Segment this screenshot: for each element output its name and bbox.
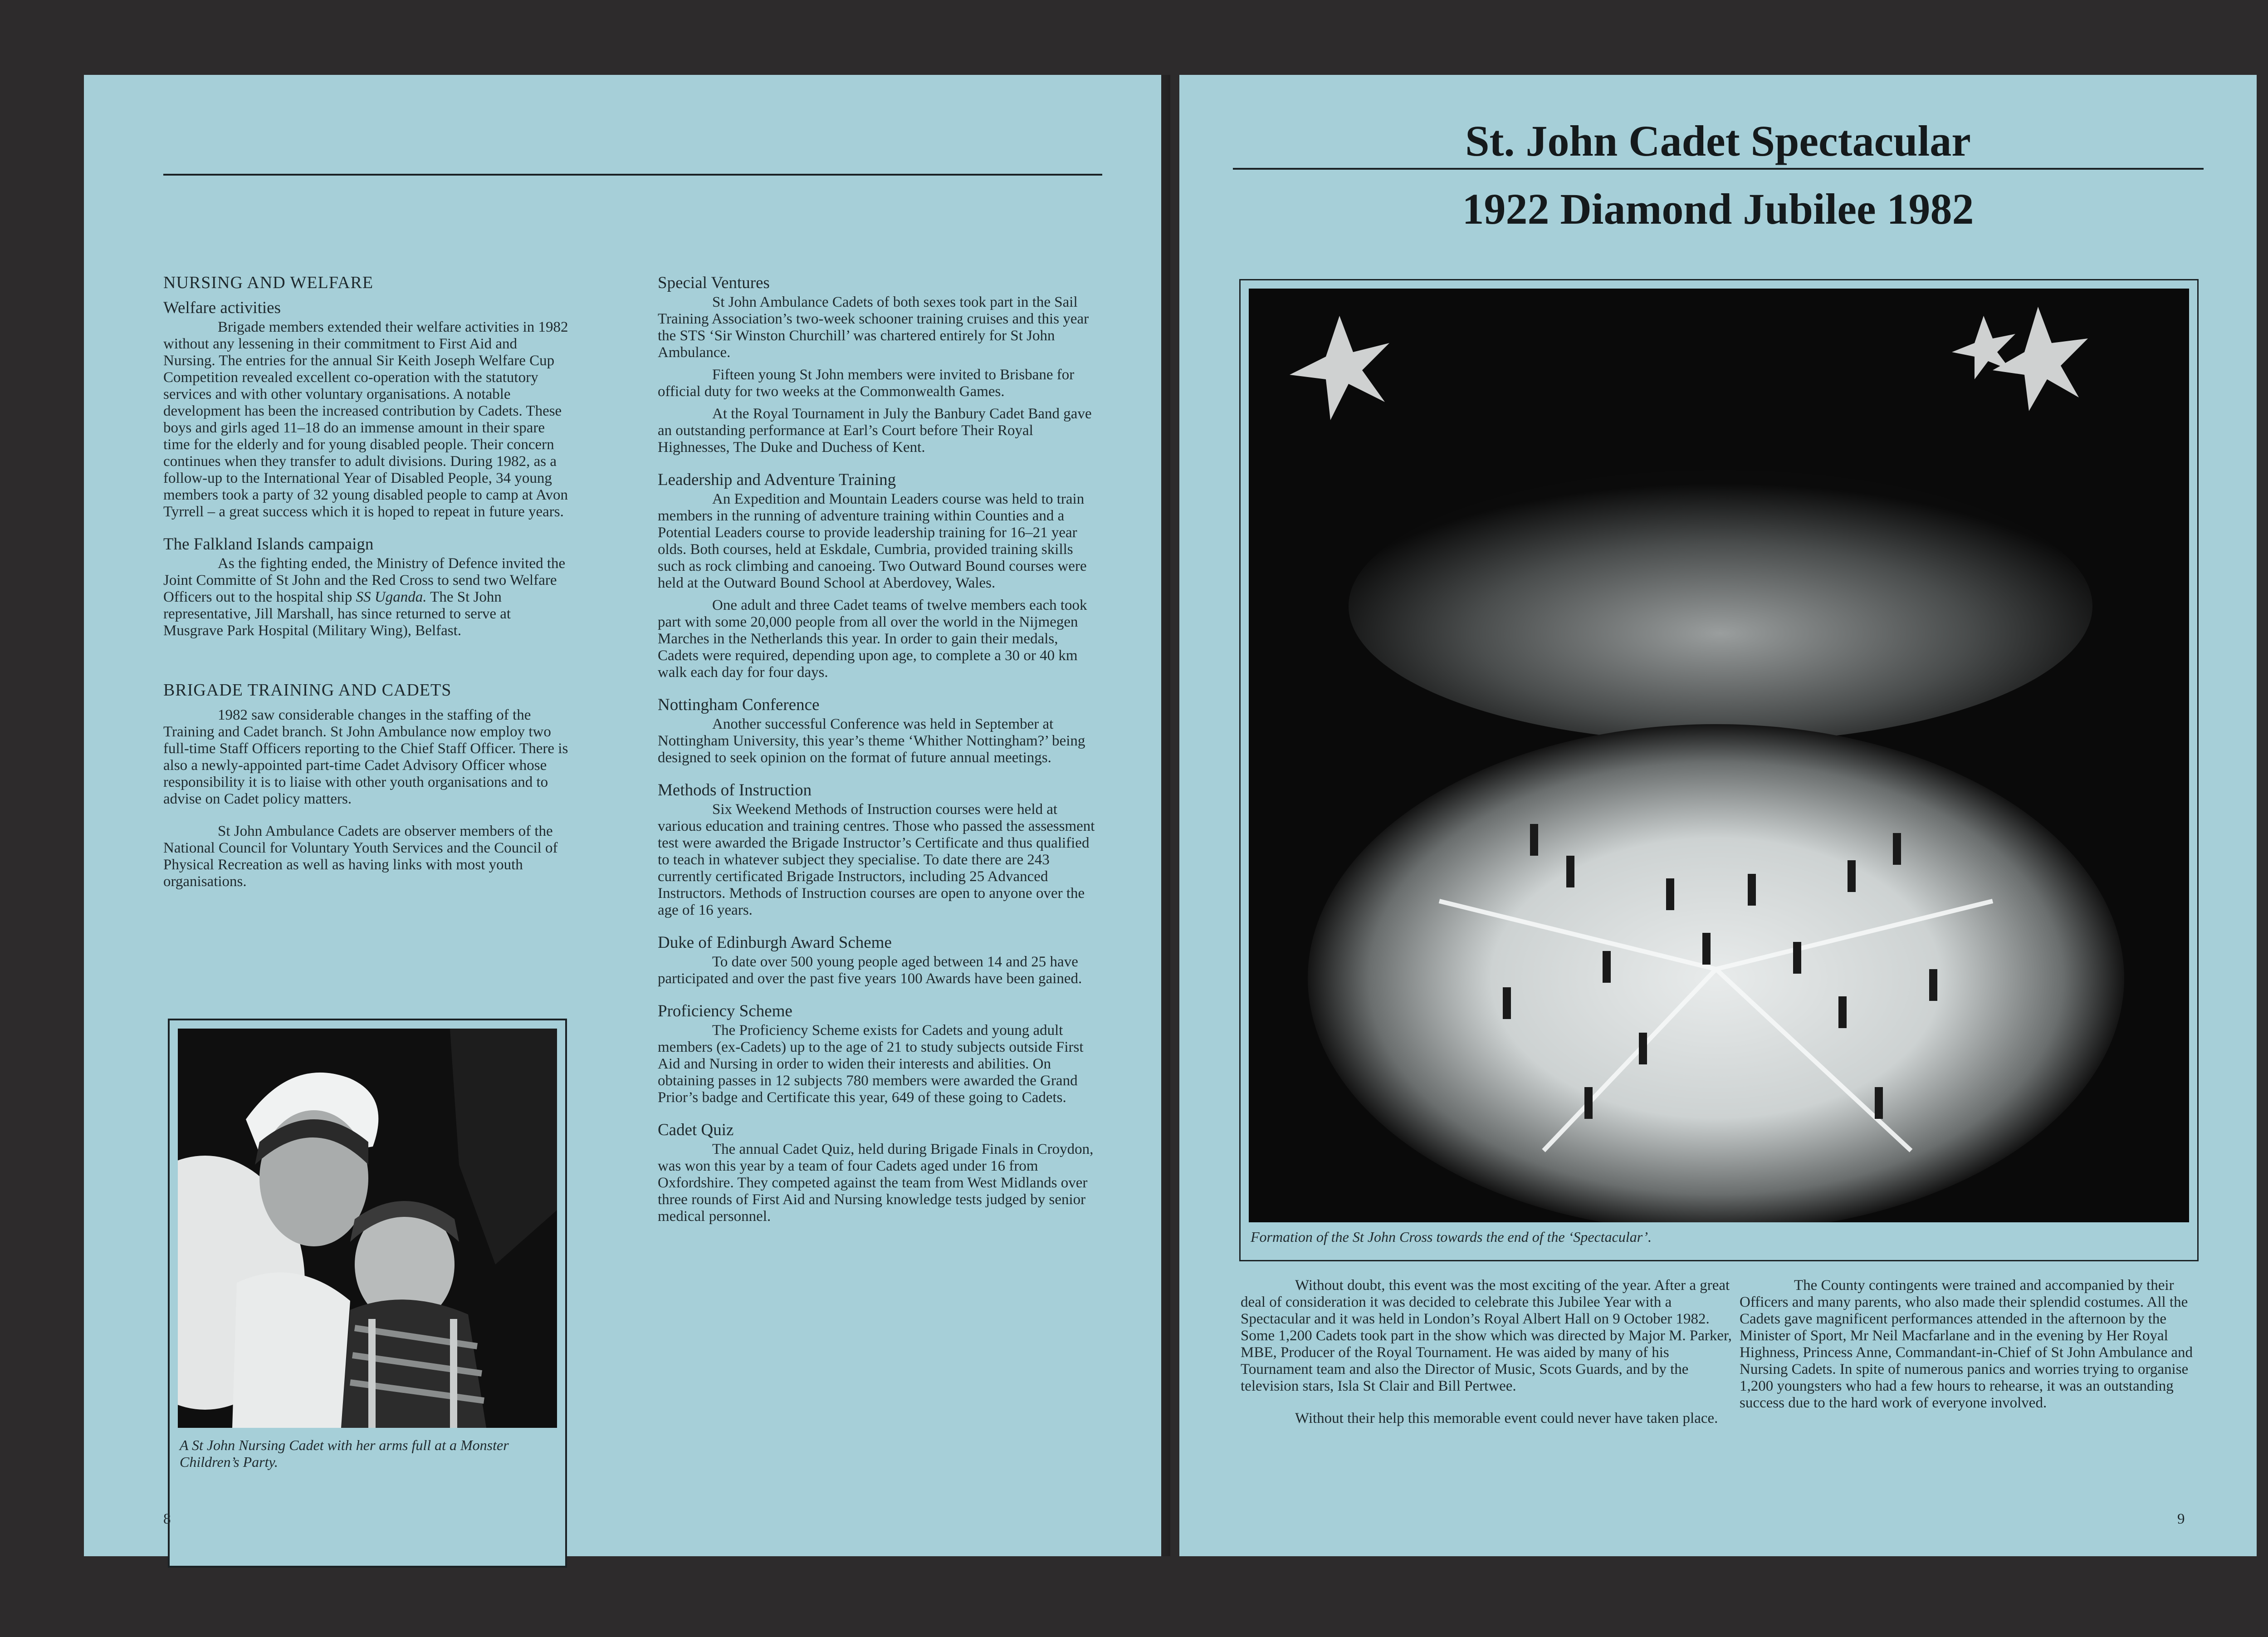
ship-name: SS Uganda. bbox=[356, 589, 427, 605]
special-paragraph-3: At the Royal Tournament in July the Banbury Cadet Band gave an outstanding performance at Earl’s Court before Their Royal Highnesses, The Duke and Duchess of Kent. bbox=[658, 406, 1092, 456]
methods-paragraph: Six Weekend Methods of Instruction courses were held at various education and training centres. Those who passed the assessment test were awarded the Brigade Instructor’s Certificate and thus qualified to teach in whatever subject they specialise. To date there are 243 currently certificated Brigade Instructors, including 25 Advanced Instructors. Methods of Instruction courses are open to anyone over the age of 16 years. bbox=[658, 801, 1095, 918]
section-heading-nursing: NURSING AND WELFARE bbox=[163, 273, 374, 292]
spectacular-paragraph-3: The County contingents were trained and accompanied by their Officers and many parents, who also made their splendid costumes. All the Cadets gave magnificent performances attended in the afternoon by the Minister of Sport, Mr Neil Macfarlane and in the evening by Her Royal Highness, Princess Anne, Commandant-in-Chief of St John Ambulance and Nursing Cadets. In spite of numerous panics and worries trying to organise 1,200 youngsters who had a few hours to rehearse, it was an outstanding success due to the hard work of everyone involved. bbox=[1740, 1277, 2193, 1411]
spectacular-photo-frame bbox=[1239, 279, 2199, 1261]
falkland-text-a: As the fighting ended, the Ministry of Defence invited the Joint Committe of St John and the Red Cross to send two Welfare Officers out to the hospital ship bbox=[163, 555, 566, 605]
nursing-cadet-photo-art bbox=[178, 1029, 557, 1428]
subheading-falkland: The Falkland Islands campaign bbox=[163, 535, 374, 554]
nursing-cadet-photo bbox=[178, 1029, 557, 1428]
falkland-text-b: The St John representative, Jill Marshall, has since returned to serve at Musgrave Park Hospital (Military Wing), Belfast. bbox=[163, 589, 511, 639]
left-column-1 bbox=[163, 274, 572, 906]
spectacular-photo bbox=[1249, 289, 2189, 1222]
subheading-doe: Duke of Edinburgh Award Scheme bbox=[658, 933, 892, 952]
spectacular-paragraph-1: Without doubt, this event was the most exciting of the year. After a great deal of consideration it was decided to celebrate this Jubilee Year with a Spectacular and it was held in London’s Royal Albert Hall on 9 October 1982. Some 1,200 Cadets took part in the show which was directed by Major M. Parker, MBE, Producer of the Royal Tournament. He was aided by many of his Tournament team and also the Director of Music, Scots Guards, and by the television stars, Isla St Clair and Bill Pertwee. bbox=[1241, 1277, 1732, 1394]
training-paragraph-1: 1982 saw considerable changes in the staffing of the Training and Cadet branch. St John Ambulance now employ two full-time Staff Officers reporting to the Chief Staff Officer. There is also a newly-appointed part-time Cadet Advisory Officer whose responsibility it is to liaise with other youth organisations and to advise on Cadet policy matters. bbox=[163, 707, 568, 807]
falkland-paragraph bbox=[163, 555, 572, 639]
nursing-cadet-photo-frame bbox=[168, 1019, 567, 1568]
proficiency-paragraph: The Proficiency Scheme exists for Cadets and young adult members (ex-Cadets) up to the age of 21 to study subjects outside First Aid and Nursing in order to widen their interests and abilities. On obtaining passes in 12 subjects 780 members were awarded the Grand Prior’s badge and Certificate this year, 649 of these going to Cadets. bbox=[658, 1022, 1084, 1106]
subheading-leadership: Leadership and Adventure Training bbox=[658, 471, 896, 489]
right-column-2 bbox=[1740, 1277, 2198, 1427]
page-title: St. John Cadet Spectacular bbox=[1465, 117, 1971, 165]
top-rule bbox=[163, 174, 1102, 176]
subheading-proficiency: Proficiency Scheme bbox=[658, 1002, 792, 1020]
right-column-1 bbox=[1241, 1277, 1740, 1442]
subheading-nottingham: Nottingham Conference bbox=[658, 696, 820, 714]
left-page bbox=[84, 75, 1161, 1556]
doe-paragraph: To date over 500 young people aged between 14 and 25 have participated and over the past five years 100 Awards have been gained. bbox=[658, 954, 1082, 987]
welfare-paragraph: Brigade members extended their welfare activities in 1982 without any lessening in their commitment to First Aid and Nursing. The entries for the annual Sir Keith Joseph Welfare Cup Competition revealed excellent co-operation with the statutory services and with other voluntary organisations. A notable development has been the increased contribution by Cadets. These boys and girls aged 11–18 do an immense amount in their spare time for the elderly and for young disabled people. Their concern continues when they transfer to adult divisions. During 1982, as a follow-up to the International Year of Disabled People, 34 young members took a party of 32 young disabled people to camp at Avon Tyrrell – a great success which it is hoped to repeat in future years. bbox=[163, 319, 568, 520]
page-subtitle: 1922 Diamond Jubilee 1982 bbox=[1462, 185, 1974, 233]
subheading-special-ventures: Special Ventures bbox=[658, 274, 770, 292]
nursing-cadet-photo-caption: A St John Nursing Cadet with her arms full at a Monster Children’s Party. bbox=[180, 1437, 509, 1470]
subheading-methods: Methods of Instruction bbox=[658, 781, 812, 799]
nottingham-paragraph: Another successful Conference was held in September at Nottingham University, this year’s theme ‘Whither Nottingham?’ being designed to seek opinion on the format of future annual meetings. bbox=[658, 716, 1085, 766]
special-paragraph-1: St John Ambulance Cadets of both sexes took part in the Sail Training Association’s two-week schooner training cruises and this year the STS ‘Sir Winston Churchill’ was chartered entirely for St John Ambulance. bbox=[658, 294, 1089, 361]
special-paragraph-2: Fifteen young St John members were invited to Brisbane for official duty for two weeks at the Commonwealth Games. bbox=[658, 367, 1075, 400]
spectacular-paragraph-2: Without their help this memorable event could never have taken place. bbox=[1295, 1410, 1718, 1426]
page-number-right: 9 bbox=[2177, 1511, 2185, 1527]
left-column-2 bbox=[658, 274, 1102, 1240]
section-heading-training: BRIGADE TRAINING AND CADETS bbox=[163, 681, 452, 700]
leadership-paragraph-2: One adult and three Cadet teams of twelve members each took part with some 20,000 people from all over the world in the Nijmegen Marches in the Netherlands this year. In order to gain their medals, Cadets were required, depending upon age, to complete a 30 or 40 km walk each day for four days. bbox=[658, 597, 1087, 681]
training-paragraph-2: St John Ambulance Cadets are observer members of the National Council for Voluntary Youth Services and the Council of Physical Recreation as well as having links with most youth organisations. bbox=[163, 823, 558, 890]
quiz-paragraph: The annual Cadet Quiz, held during Brigade Finals in Croydon, was won this year by a team of four Cadets aged under 16 from Oxfordshire. They competed against the team from West Midlands over three rounds of First Aid and Nursing knowledge tests judged by senior medical personnel. bbox=[658, 1141, 1094, 1225]
leadership-paragraph-1: An Expedition and Mountain Leaders course was held to train members in the running of adventure training within Counties and a Potential Leaders course to provide leadership training for 16–21 year olds. Both courses, held at Eskdale, Cumbria, provided training skills such as rock climbing and canoeing. Two Outward Bound courses were held at the Outward Bound School at Aberdovey, Wales. bbox=[658, 491, 1087, 591]
spectacular-photo-art bbox=[1249, 289, 2189, 1222]
title-rule bbox=[1233, 168, 2204, 170]
right-page bbox=[1179, 75, 2257, 1556]
subheading-welfare: Welfare activities bbox=[163, 299, 281, 317]
subheading-quiz: Cadet Quiz bbox=[658, 1121, 734, 1139]
spectacular-photo-caption: Formation of the St John Cross towards the end of the ‘Spectacular’. bbox=[1251, 1229, 1652, 1245]
page-number-left: 8 bbox=[163, 1511, 171, 1527]
